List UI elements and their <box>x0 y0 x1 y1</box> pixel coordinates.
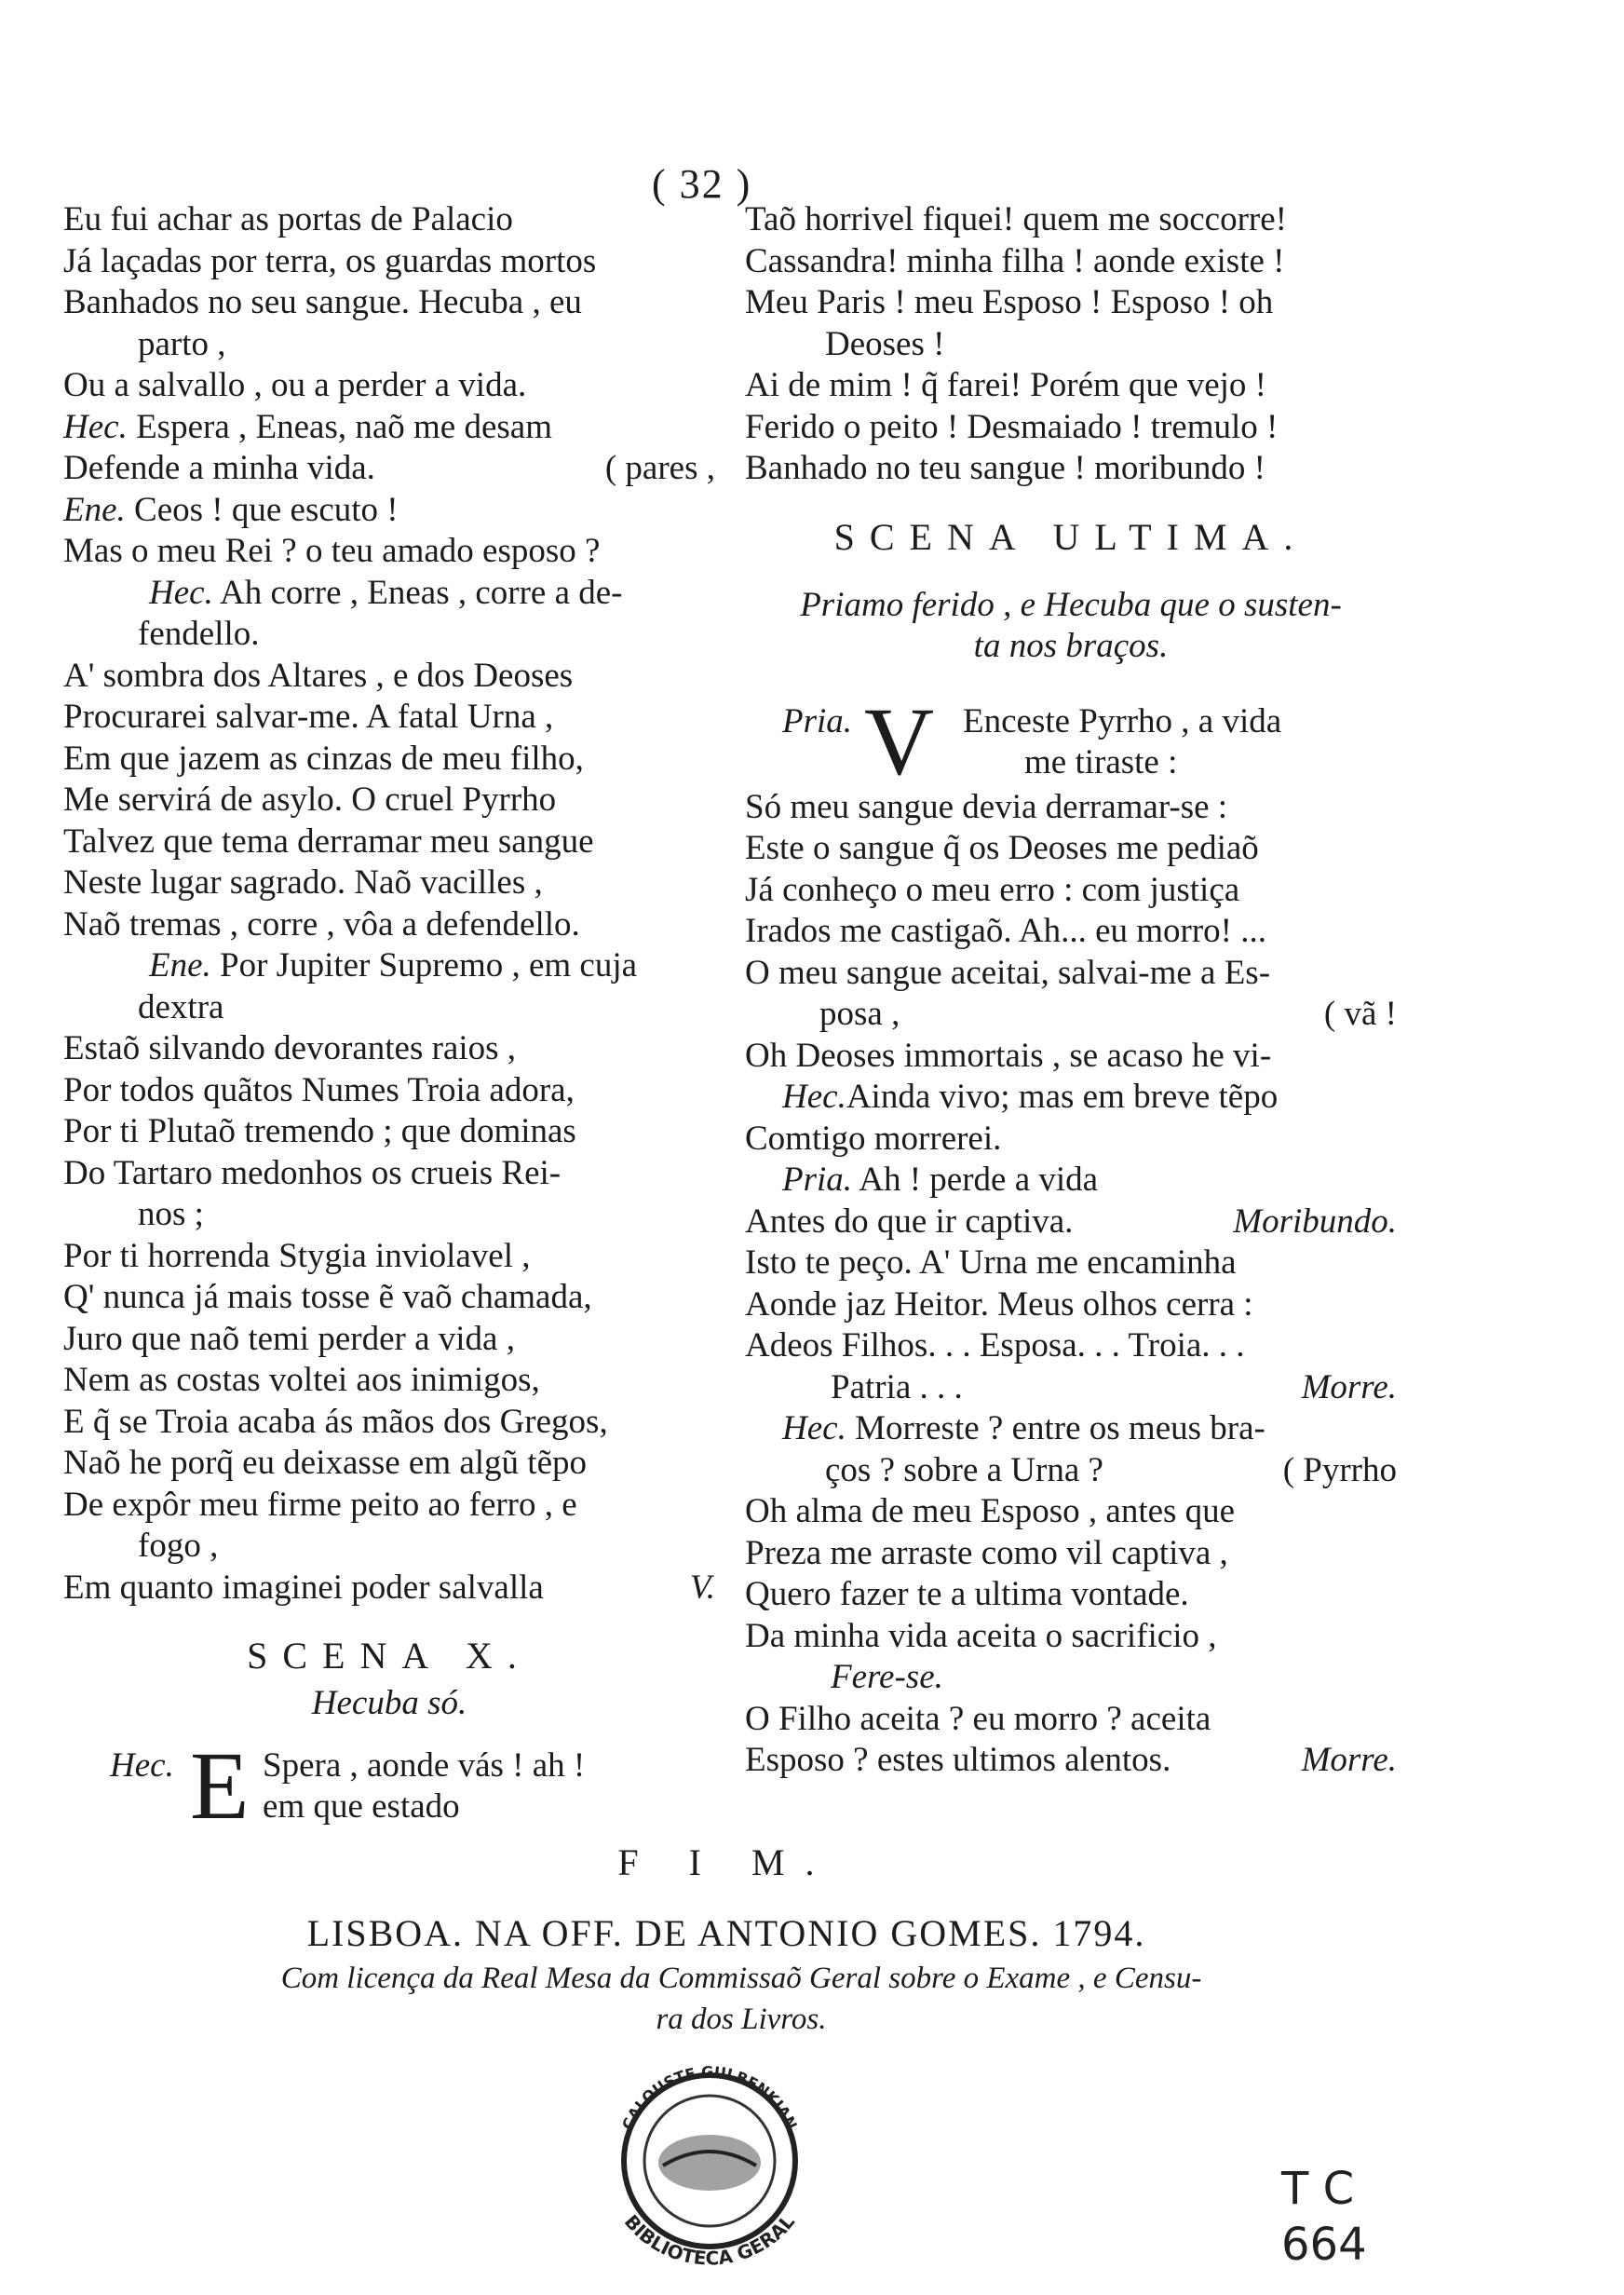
verse-text: Aonde jaz Heitor. Meus olhos cerra : <box>745 1284 1253 1324</box>
verse-line <box>745 1160 1397 1202</box>
imprint-line: LISBOA. NA OFF. DE ANTONIO GOMES. 1794. <box>306 1912 1146 1954</box>
verse-line <box>745 1657 1397 1699</box>
verse-text: Banhado no teu sangue ! moribundo ! <box>745 449 1265 487</box>
left-verse-block <box>63 199 715 1609</box>
verse-line <box>63 365 715 407</box>
stage-direction: V. <box>689 1568 715 1607</box>
verse-text: Quero fazer te a ultima vontade. <box>745 1575 1189 1613</box>
speaker-label: Ene. <box>63 490 126 529</box>
verse-text: Procurarei salvar-me. A fatal Urna , <box>63 698 554 736</box>
verse-line <box>745 1533 1397 1575</box>
verse-carryover: ( Pyrrho <box>1282 1450 1397 1489</box>
verse-line <box>745 1574 1397 1616</box>
verse-line <box>745 1616 1397 1658</box>
verse-text: Naõ he porq̃ eu deixasse em algũ tẽpo <box>63 1444 588 1482</box>
speaker-label: Hec. <box>149 573 213 612</box>
verse-text: Espera , Eneas, naõ me desam <box>127 407 552 446</box>
verse-text: O Filho aceita ? eu morro ? aceita <box>745 1699 1211 1738</box>
verse-line <box>745 828 1397 870</box>
verse-text: fogo , <box>138 1527 219 1565</box>
verse-line <box>745 407 1397 449</box>
verse-line <box>745 448 1397 490</box>
scene-x-opening <box>63 1731 715 1840</box>
verse-carryover: ( vã ! <box>1323 995 1397 1033</box>
verse-text: Este o sangue q̃ os Deoses me pediaõ <box>745 829 1259 867</box>
verse-line <box>63 1111 715 1153</box>
verse-text: posa , <box>819 995 900 1033</box>
verse-line <box>745 870 1397 912</box>
verse-line <box>63 282 715 324</box>
verse-text: Ainda vivo; mas em breve tẽpo <box>846 1078 1279 1116</box>
verse-line <box>63 448 715 490</box>
verse-line <box>63 1485 715 1527</box>
verse-text: Q' nunca já mais tosse ẽ vaõ chamada, <box>63 1278 592 1316</box>
verse-text: Estaõ silvando devorantes raios , <box>63 1029 517 1067</box>
verse-line <box>63 780 715 822</box>
verse-line <box>745 1119 1397 1161</box>
stage-direction-line-1: Priamo ferido , e Hecuba que o susten- <box>800 585 1342 624</box>
verse-text: De expôr meu firme peito ao ferro , e <box>63 1485 577 1524</box>
library-stamp <box>570 2049 849 2282</box>
verse-line <box>63 241 715 283</box>
stamp-bottom-text: BIBLIOTECA GERAL <box>619 2210 800 2270</box>
scene-x-heading: SCENA X. <box>247 1635 532 1677</box>
verse-text: Isto te peço. A' Urna me encaminha <box>745 1243 1237 1282</box>
stage-direction: Moribundo. <box>1233 1202 1397 1241</box>
right-verse-block-top <box>745 199 1397 490</box>
verse-line <box>745 365 1397 407</box>
verse-line <box>63 531 715 573</box>
verse-line <box>63 1568 715 1609</box>
verse-text: ços ? sobre a Urna ? <box>825 1450 1103 1489</box>
fim-heading: F I M. <box>617 1841 835 1883</box>
verse-line <box>745 953 1397 995</box>
verse-text: parto , <box>138 324 226 363</box>
verse-text: Morreste ? entre os meus bra- <box>846 1409 1265 1447</box>
verse-text: Por todos quãtos Numes Troia adora, <box>63 1070 575 1109</box>
verse-line <box>745 1491 1397 1533</box>
stage-direction: Morre. <box>1301 1741 1397 1779</box>
verse-text: Já conheço o meu erro : com justiça <box>745 870 1240 909</box>
verse-text: Oh Deoses immortais , se acaso he vi- <box>745 1036 1272 1075</box>
verse-text: fendello. <box>138 615 260 653</box>
speaker-label: Pria. <box>782 701 853 740</box>
verse-line <box>63 490 715 532</box>
verse-text: Neste lugar sagrado. Naõ vacilles , <box>63 863 543 902</box>
drop-cap: V <box>864 687 935 795</box>
shelfmark-line-2: 664 <box>1281 2219 1367 2271</box>
opening-line-2: me tiraste : <box>1024 742 1178 781</box>
verse-line <box>63 739 715 781</box>
verse-line <box>63 1402 715 1444</box>
verse-text: Preza me arraste como vil captiva , <box>745 1533 1228 1572</box>
verse-text: Fere-se. <box>831 1658 943 1696</box>
verse-line <box>745 1450 1397 1492</box>
verse-line <box>745 1077 1397 1119</box>
verse-line <box>745 994 1397 1036</box>
right-verse-block-bottom <box>745 787 1397 1782</box>
verse-text: Do Tartaro medonhos os crueis Rei- <box>63 1153 562 1192</box>
stage-direction-line-2: ta nos braços. <box>973 627 1169 665</box>
verse-line <box>745 199 1397 241</box>
verse-text: Naõ tremas , corre , vôa a defendello. <box>63 904 580 944</box>
verse-text: Adeos Filhos. . . Esposa. . . Troia. . . <box>745 1326 1245 1365</box>
verse-text: Deoses ! <box>825 324 945 363</box>
verse-text: Banhados no seu sangue. Hecuba , eu <box>63 283 582 321</box>
page-number: ( 32 ) <box>652 161 752 207</box>
verse-text: Patria . . . <box>831 1367 963 1406</box>
verse-text: Só meu sangue devia derramar-se : <box>745 787 1228 826</box>
verse-line <box>63 1070 715 1112</box>
verse-line <box>63 614 715 656</box>
verse-text: Defende a minha vida. <box>63 449 375 487</box>
verse-text: Ferido o peito ! Desmaiado ! tremulo ! <box>745 407 1279 446</box>
verse-text: Ah ! perde a vida <box>852 1161 1099 1199</box>
verse-line <box>63 656 715 698</box>
verse-text: Taõ horrivel fiquei! quem me soccorre! <box>745 200 1287 238</box>
verse-text: Por ti Plutaõ tremendo ; que dominas <box>63 1112 576 1150</box>
scene-ultima-opening <box>745 687 1397 795</box>
verse-line <box>745 1699 1397 1741</box>
opening-line-1: Enceste Pyrrho , a vida <box>963 701 1282 740</box>
verse-line <box>745 1367 1397 1409</box>
verse-text: Ai de mim ! q̃ farei! Porém que vejo ! <box>745 366 1266 404</box>
verse-line <box>745 1202 1397 1243</box>
speaker-label: Hec. <box>782 1078 846 1116</box>
verse-text: Eu fui achar as portas de Palacio <box>63 200 513 238</box>
verse-line <box>63 697 715 739</box>
verse-line <box>745 241 1397 283</box>
verse-text: Antes do que ir captiva. <box>745 1202 1074 1241</box>
speaker-label: Ene. <box>149 946 211 985</box>
verse-line <box>63 324 715 366</box>
verse-line <box>63 1153 715 1195</box>
verse-line <box>63 1028 715 1070</box>
verse-line <box>63 945 715 987</box>
drop-cap: E <box>190 1731 250 1840</box>
verse-text: Cassandra! minha filha ! aonde existe ! <box>745 241 1285 280</box>
verse-text: O meu sangue aceitai, salvai-me a Es- <box>745 953 1271 992</box>
verse-text: Ah corre , Eneas , corre a de- <box>212 573 623 612</box>
speaker-label: Pria. <box>782 1161 853 1199</box>
verse-line <box>63 1236 715 1278</box>
verse-line <box>745 324 1397 366</box>
verse-text: dextra <box>138 987 224 1026</box>
verse-line <box>745 1243 1397 1284</box>
verse-line <box>63 1360 715 1402</box>
verse-text: Por ti horrenda Stygia inviolavel , <box>63 1236 531 1275</box>
scene-ultima-heading: SCENA ULTIMA. <box>833 515 1308 558</box>
verse-text: Irados me castigaõ. Ah... eu morro! ... <box>745 912 1266 950</box>
verse-line <box>63 1319 715 1361</box>
verse-line <box>63 199 715 241</box>
verse-line <box>63 573 715 615</box>
verse-text: Comtigo morrerei. <box>745 1119 1002 1158</box>
verse-line <box>745 787 1397 829</box>
speaker-label: Hec. <box>63 407 128 446</box>
verse-text: Mas o meu Rei ? o teu amado esposo ? <box>63 532 601 570</box>
verse-text: E q̃ se Troia acaba ás mãos dos Gregos, <box>63 1402 608 1441</box>
verse-line <box>63 822 715 863</box>
verse-line <box>63 1277 715 1319</box>
verse-text: Oh alma de meu Esposo , antes que <box>745 1492 1236 1530</box>
verse-line <box>745 1740 1397 1782</box>
verse-line <box>745 1408 1397 1450</box>
verse-line <box>745 1284 1397 1326</box>
handwritten-shelfmark <box>1281 2161 1367 2273</box>
verse-text: Esposo ? estes ultimos alentos. <box>745 1741 1171 1779</box>
verse-line <box>63 1194 715 1236</box>
verse-text: Em quanto imaginei poder salvalla <box>63 1568 544 1607</box>
verse-line <box>745 1325 1397 1367</box>
license-line-2: ra dos Livros. <box>656 2003 827 2036</box>
verse-line <box>63 904 715 946</box>
verse-text: Da minha vida aceita o sacrificio , <box>745 1616 1217 1655</box>
verse-carryover: ( pares , <box>604 449 715 487</box>
license-text <box>89 1958 1393 2040</box>
verse-text: A' sombra dos Altares , e dos Deoses <box>63 656 574 695</box>
verse-text: Já laçadas por terra, os guardas mortos <box>63 241 597 280</box>
verse-line <box>745 911 1397 953</box>
verse-line <box>745 1036 1397 1078</box>
verse-text: Nem as costas voltei aos inimigos, <box>63 1361 540 1399</box>
opening-line-2: em que estado <box>263 1786 460 1826</box>
speaker-label: Hec. <box>110 1745 174 1785</box>
stamp-top-text: CALOUSTE GULBENKIAN <box>618 2062 801 2133</box>
left-column <box>63 199 715 1840</box>
verse-text: Por Jupiter Supremo , em cuja <box>210 946 638 985</box>
speaker-label: Hec. <box>782 1409 846 1447</box>
verse-line <box>63 987 715 1029</box>
verse-text: Meu Paris ! meu Esposo ! Esposo ! oh <box>745 283 1274 321</box>
shelfmark-line-1: T C <box>1281 2163 1355 2215</box>
verse-text: nos ; <box>138 1195 204 1233</box>
verse-line <box>63 407 715 449</box>
verse-line <box>63 1526 715 1568</box>
verse-line <box>63 862 715 904</box>
verse-text: Em que jazem as cinzas de meu filho, <box>63 739 584 778</box>
verse-text: Ou a salvallo , ou a perder a vida. <box>63 366 527 404</box>
stage-direction: Morre. <box>1301 1367 1397 1406</box>
verse-text: Me servirá de asylo. O cruel Pyrrho <box>63 781 557 819</box>
verse-text: Ceos ! que escuto ! <box>125 490 399 529</box>
verse-text: Juro que naõ temi perder a vida , <box>63 1319 515 1358</box>
opening-line-1: Spera , aonde vás ! ah ! <box>263 1745 586 1785</box>
verse-line <box>63 1443 715 1485</box>
scene-x-subtitle: Hecuba só. <box>311 1684 467 1722</box>
verse-text: Talvez que tema derramar meu sangue <box>63 822 594 861</box>
license-line-1: Com licença da Real Mesa da Commissaõ Geral sobre o Exame , e Censu- <box>280 1962 1202 1995</box>
right-column <box>745 199 1397 1782</box>
verse-line <box>745 282 1397 324</box>
